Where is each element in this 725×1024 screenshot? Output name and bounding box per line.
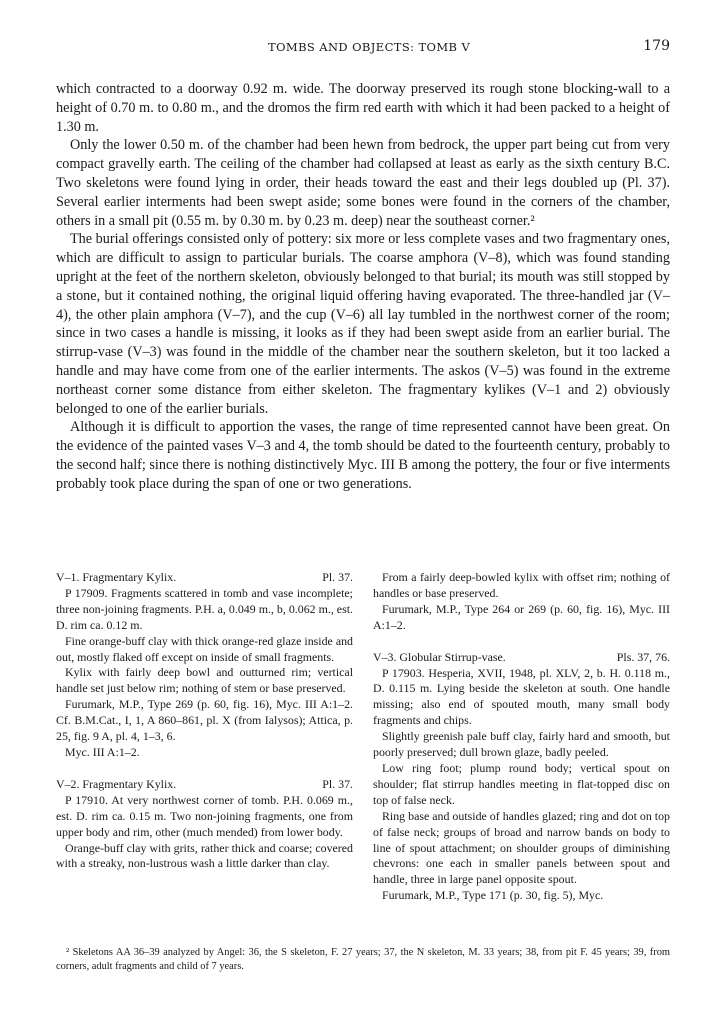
entry-refs: Furumark, M.P., Type 171 (p. 30, fig. 5), Myc. <box>382 888 604 903</box>
entry-refs: Furumark, M.P., Type 264 or 269 (p. 60, fig. 16), Myc. III A:1–2. <box>373 601 670 632</box>
entry-fabric: Slightly greenish pale buff clay, fairly hard and smooth, but poorly preserved; dull brown glaze, badly peeled. <box>373 729 670 760</box>
paragraph: Only the lower 0.50 m. of the chamber had been hewn from bedrock, the upper part being cut from very compact gravelly earth. The ceiling of the chamber had collapsed at least as early as the sixth century B.C. Two skeletons were found lying in order, their heads toward the east and their legs doubled up (Pl. 37). Several earlier interments had been swept aside; some bones were found in the corners of the chamber, others in a small pit (0.55 m. by 0.30 m. by 0.23 m. deep) near the southeast corner.² <box>56 137 670 229</box>
footnote-text: ² Skeletons AA 36–39 analyzed by Angel: 36, the S skeleton, F. 27 years; 37, the N skeleton, M. 33 years; 38, from pit F. 45 years; 39, from corners, adult fragments and child of 7 years. <box>56 947 670 972</box>
entry-title: V–1. Fragmentary Kylix. <box>56 570 177 584</box>
catalog-column-left <box>56 570 353 872</box>
entry-plate: Pl. 37. <box>322 776 353 791</box>
entry-date: Myc. III A:1–2. <box>65 744 140 759</box>
paragraph: Although it is difficult to apportion the vases, the range of time represented cannot have been great. On the evidence of the painted vases V–3 and 4, the tomb should be dated to the fourteenth century, probably to the second half; since there is nothing distinctively Myc. III B among the pottery, the four or five interments probably took place during the span of one or two generations. <box>56 419 670 492</box>
footnote <box>56 946 670 974</box>
catalog-entry-heading <box>373 650 670 666</box>
entry-shape: Low ring foot; plump round body; vertical spout on shoulder; flat stirrup handles meeting in flat-topped disc on top of false neck. <box>373 760 670 807</box>
entry-title: V–2. Fragmentary Kylix. <box>56 776 177 791</box>
entry-find: P 17903. Hesperia, XVII, 1948, pl. XLV, 2, b. H. 0.118 m., D. 0.115 m. Lying beside the skeleton at south. One handle missing; also end of spouted mouth, many small body fragments and chips. <box>373 665 670 728</box>
paragraph: which contracted to a doorway 0.92 m. wide. The doorway preserved its rough stone blocking-wall to a height of 0.70 m. to 0.80 m., and the dromos the firm red earth with which it had been packed to a height of 1.30 m. <box>56 81 670 135</box>
entry-shape: From a fairly deep-bowled kylix with offset rim; nothing of handles or base preserved. <box>373 570 670 600</box>
main-text <box>56 80 670 494</box>
entry-fabric: Fine orange-buff clay with thick orange-red glaze inside and out, mostly flaked off except on inside of small fragments. <box>56 633 353 664</box>
catalog-column-right <box>373 570 670 904</box>
catalog-entry-heading <box>56 777 353 793</box>
entry-plate: Pl. 37. <box>322 570 353 584</box>
paragraph: The burial offerings consisted only of pottery: six more or less complete vases and two fragmentary ones, which are difficult to assign to particular burials. The coarse amphora (V–8), which was found standing upright at the feet of the northern skeleton, obviously belonged to that burial; its mouth was still stopped by a stone, but it contained nothing, the original liquid offering having evaporated. The three-handled jar (V–4), the other plain amphora (V–7), and the cup (V–6) all lay tumbled in the northwest corner of the room; since in two cases a handle is missing, it looks as if they had been swept aside from an earlier burial. The stirrup-vase (V–3) was found in the middle of the chamber near the southern skeleton, but it too lacked a handle and may have come from one of the earlier interments. The askos (V–5) was found in the extreme northeast corner some distance from either skeleton. The fragmentary kylikes (V–1 and 2) obviously belonged to one of the earlier burials. <box>56 231 670 417</box>
running-head: TOMBS AND OBJECTS: TOMB V <box>268 40 471 54</box>
entry-find: P 17910. At very northwest corner of tomb. P.H. 0.069 m., est. D. rim ca. 0.15 m. Two non-joining fragments, one from upper body and rim, other (much mended) from lower body. <box>56 792 353 839</box>
entry-shape: Kylix with fairly deep bowl and outturned rim; vertical handle set just below rim; nothing of stem or base preserved. <box>56 665 353 696</box>
entry-decoration: Ring base and outside of handles glazed; ring and dot on top of false neck; groups of broad and narrow bands on body to line of spout attachment; on shoulder groups of diminishing chevrons: one each in smaller panels between spout and handle, three in large panel opposite spout. <box>373 808 670 887</box>
catalog-entry-heading <box>56 570 353 586</box>
entry-fabric: Orange-buff clay with grits, rather thick and coarse; covered with a streaky, non-lustrous wash a little darker than clay. <box>56 840 353 871</box>
entry-find: P 17909. Fragments scattered in tomb and vase incomplete; three non-joining fragments. P.H. a, 0.049 m., b, 0.062 m., est. D. rim ca. 0.12 m. <box>56 585 353 632</box>
entry-refs: Furumark, M.P., Type 269 (p. 60, fig. 16), Myc. III A:1–2. Cf. B.M.Cat., I, 1, A 860–861, pl. X (from Ialysos); Attica, p. 25, fig. 9 A, pl. 4, 1–3, 6. <box>56 697 353 744</box>
entry-plate: Pls. 37, 76. <box>616 649 670 664</box>
entry-title: V–3. Globular Stirrup-vase. <box>373 649 506 664</box>
page-number: 179 <box>643 38 670 54</box>
page-header <box>56 40 670 60</box>
